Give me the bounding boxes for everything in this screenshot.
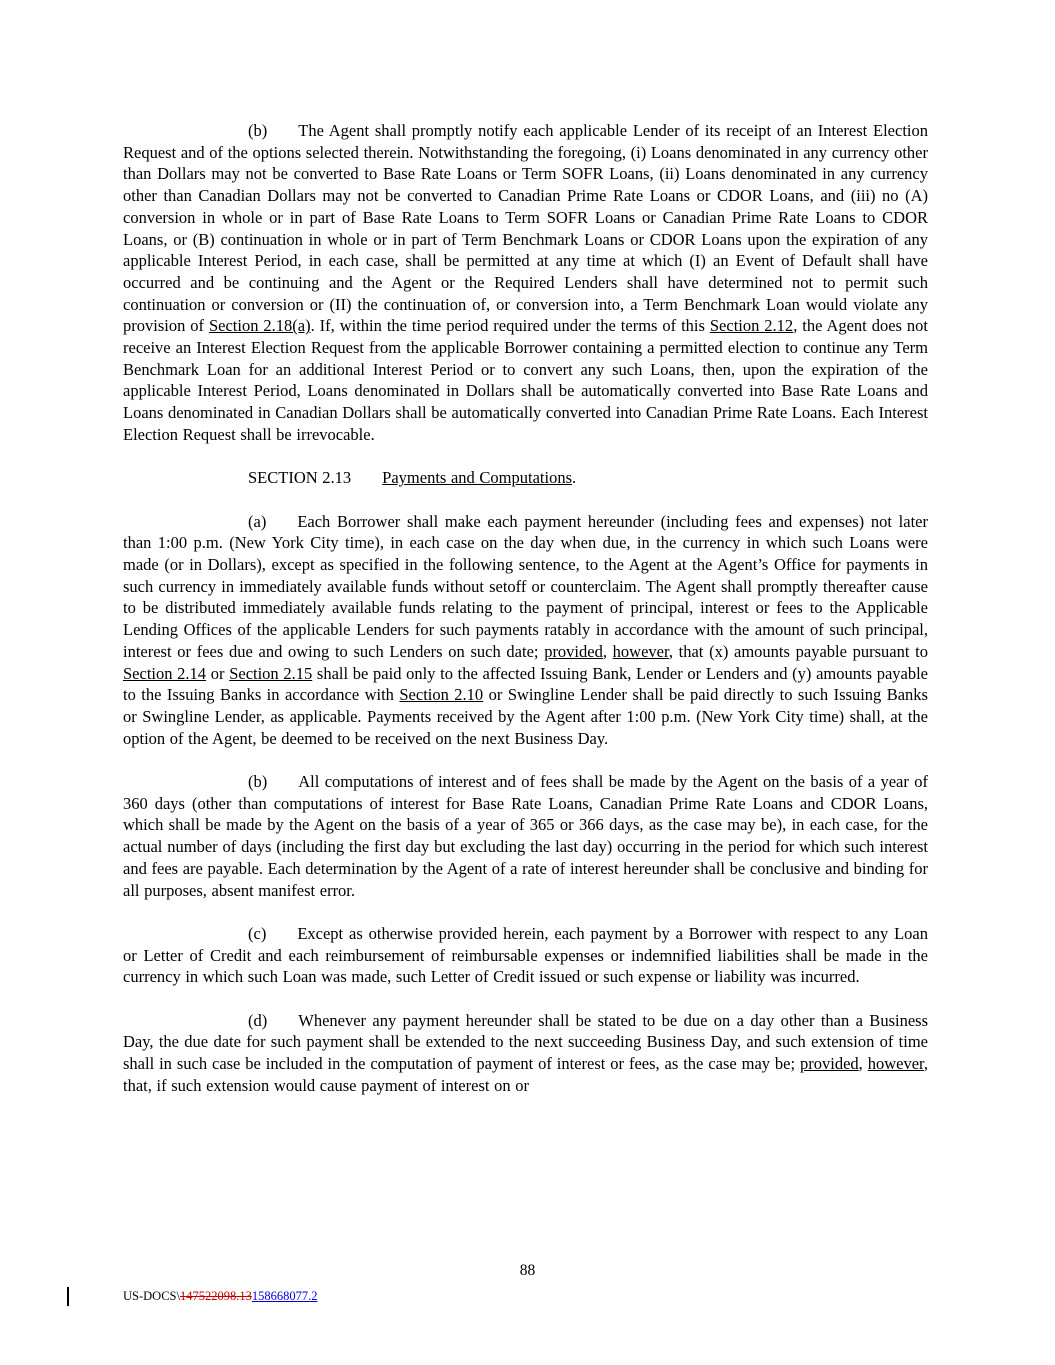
text-run: , (858, 1054, 868, 1074)
paragraph-2.12-b (123, 120, 928, 446)
doc-id-deleted: 147522098.13 (179, 1289, 252, 1303)
page-body (123, 120, 928, 1097)
underlined-text-run: provided (544, 641, 603, 661)
doc-id-inserted: 158668077.2 (251, 1289, 318, 1303)
text-run: . (572, 468, 577, 488)
underlined-text-run: provided (800, 1054, 859, 1074)
paragraph-2.13-a (123, 511, 928, 750)
text-run: shall be paid only to the affected Issuing Bank, Lender or Lenders and (y) amounts payable to the Issuing Banks in accordance with (123, 663, 929, 705)
text-run: or (206, 663, 230, 683)
section-2.13-heading (123, 467, 928, 489)
underlined-text-run: however (867, 1054, 924, 1074)
text-run: , that (x) amounts payable pursuant to (668, 641, 928, 661)
underlined-text-run: Section 2.14 (123, 663, 207, 683)
page-number: 88 (519, 1262, 536, 1279)
document-id-footer (123, 1289, 317, 1304)
underlined-text-run: Section 2.18(a) (208, 316, 311, 336)
text-run: (c) (248, 923, 267, 943)
underlined-text-run: Payments and Computations (382, 468, 572, 488)
text-run: Whenever any payment hereunder shall be stated to be due on a day other than a Business Day, the due date for such payment shall be extended to the next succeeding Business Day, and such extension of time shall in such case be included in the computation of payment of interest or fees, as the case may be; (123, 1010, 928, 1074)
text-run: (b) (248, 772, 268, 792)
text-run: The Agent shall promptly notify each applicable Lender of its receipt of an Interest Election Request and of the options selected therein. Notwithstanding the foregoing, (i) Loans denominated in any currency other than Dollars may not be converted to Base Rate Loans or Term SOFR Loans, (ii) Loans denominated in any currency other than Canadian Dollars may not be converted to Canadian Prime Rate Loans or CDOR Loans, and (iii) no (A) conversion in whole or in part of Base Rate Loans to Term SOFR Loans or Canadian Prime Rate Loans to CDOR Loans, or (B) continuation in whole or in part of Term Benchmark Loans or CDOR Loans upon the expiration of any applicable Interest Period, in each case, shall be permitted at any time at which (I) an Event of Default shall have occurred and be continuing and the Agent or the Required Lenders shall have determined not to permit such continuation or conversion or (II) the continuation of, or conversion into, a Term Benchmark Loan would violate any provision of (123, 121, 928, 336)
text-run: , that, if such extension would cause payment of interest on or (123, 1054, 928, 1095)
paragraph-2.13-c (123, 923, 928, 988)
text-run: SECTION 2.13 (248, 468, 352, 488)
text-run: Each Borrower shall make each payment hereunder (including fees and expenses) not later than 1:00 p.m. (New York City time), in each case on the day when due, in the currency in which such Loans were made (or in Dollars), except as specified in the following sentence, to the Agent at the Agent’s Office for payments in such currency in immediately available funds without setoff or counterclaim. The Agent shall promptly thereafter cause to be distributed immediately available funds relating to the payment of principal, interest or fees to the Applicable Lending Offices of the applicable Lenders for such payments ratably in accordance with the amount of such principal, interest or fees due and owing to such Lenders on such date; (123, 511, 928, 661)
underlined-text-run: Section 2.12 (709, 316, 794, 336)
paragraph-2.13-d (123, 1010, 928, 1097)
text-run: All computations of interest and of fees shall be made by the Agent on the basis of a year of 360 days (other than computations of interest for Base Rate Loans, Canadian Prime Rate Loans and CDOR Loans, which shall be made by the Agent on the basis of a year of 365 or 366 days, as the case may be), in each case, for the actual number of days (including the first day but excluding the last day) occurring in the period for which such interest and fees are payable. Each determination by the Agent of a rate of interest hereunder shall be conclusive and binding for all purposes, absent manifest error. (123, 772, 928, 900)
underlined-text-run: Section 2.10 (399, 685, 484, 705)
text-run: or Swingline Lender shall be paid directly to such Issuing Banks or Swingline Lender, as applicable. Payments received by the Agent after 1:00 p.m. (New York City time) shall, at the option of the Agent, be deemed to be received on the next Business Day. (123, 685, 928, 748)
text-run: , (602, 641, 613, 661)
revision-change-bar (67, 1287, 69, 1306)
text-run: . If, within the time period required under the terms of this (310, 316, 710, 336)
underlined-text-run: Section 2.15 (229, 663, 313, 683)
text-run: Except as otherwise provided herein, each payment by a Borrower with respect to any Loan or Letter of Credit and each reimbursement of reimbursable expenses or indemnified liabilities shall be made in the currency in which such Loan was made, such Letter of Credit issued or such expense or liability was incurred. (123, 923, 928, 987)
underlined-text-run: however (612, 641, 669, 661)
text-run: (b) (248, 121, 268, 140)
doc-id-prefix: US-DOCS\ (123, 1289, 180, 1303)
text-run: (d) (248, 1010, 268, 1030)
text-run: (a) (248, 511, 267, 531)
paragraph-2.13-b (123, 771, 928, 901)
text-run: , the Agent does not receive an Interest Election Request from the applicable Borrower containing a permitted election to continue any Term Benchmark Loan for an additional Interest Period or to convert any such Loans, then, upon the expiration of the applicable Interest Period, Loans denominated in Dollars shall be automatically converted into Base Rate Loans and Loans denominated in Canadian Dollars shall be automatically converted into Canadian Prime Rate Loans. Each Interest Election Request shall be irrevocable. (123, 316, 928, 444)
